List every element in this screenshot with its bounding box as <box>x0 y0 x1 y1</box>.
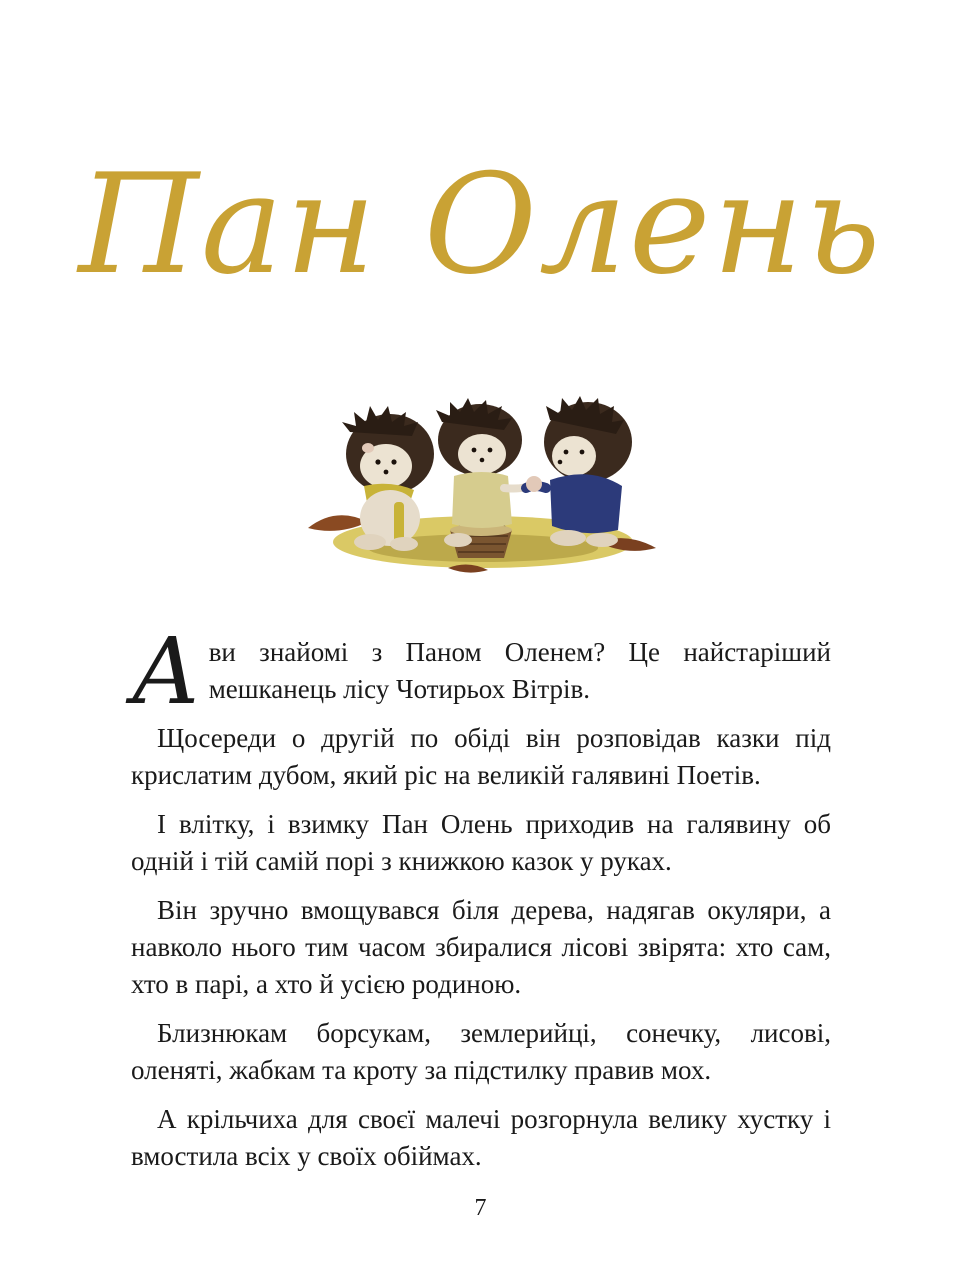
chapter-title: Пан Олень <box>78 144 883 305</box>
paragraph-2: Щосереди о другій по обіді він розповідав казки під крислатим дубом, який ріс на великій галявині Поетів. <box>131 723 831 790</box>
hands <box>526 476 542 492</box>
paragraph-5: Близнюкам борсукам, землерийці, сонечку, лисові, оленяті, жабкам та кроту за підстилку правив мох. <box>131 1018 831 1085</box>
page-number: 7 <box>474 1195 487 1221</box>
paragraph-1-text: ви знайомі з Паном Оленем? Це найстаріший мешканець лісу Чотирьох Вітрів. <box>208 637 831 704</box>
three-hedgehogs-illustration <box>298 392 664 580</box>
paragraph-6: А крільчиха для своєї малечі розгорнула велику хустку і вмостила всіх у своїх обіймах. <box>131 1104 831 1171</box>
paragraph-3: І влітку, і взимку Пан Олень приходив на галявину об одній і тій самій порі з книжкою казок у руках. <box>131 809 831 876</box>
story-text <box>131 618 831 1187</box>
drop-cap: А <box>131 618 201 725</box>
paragraph-4: Він зручно вмощувався біля дерева, надягав окуляри, а навколо нього тим часом збиралися лісові звірята: хто сам, хто в парі, а хто й усією родиною. <box>131 895 831 999</box>
paragraph-1 <box>131 618 831 725</box>
